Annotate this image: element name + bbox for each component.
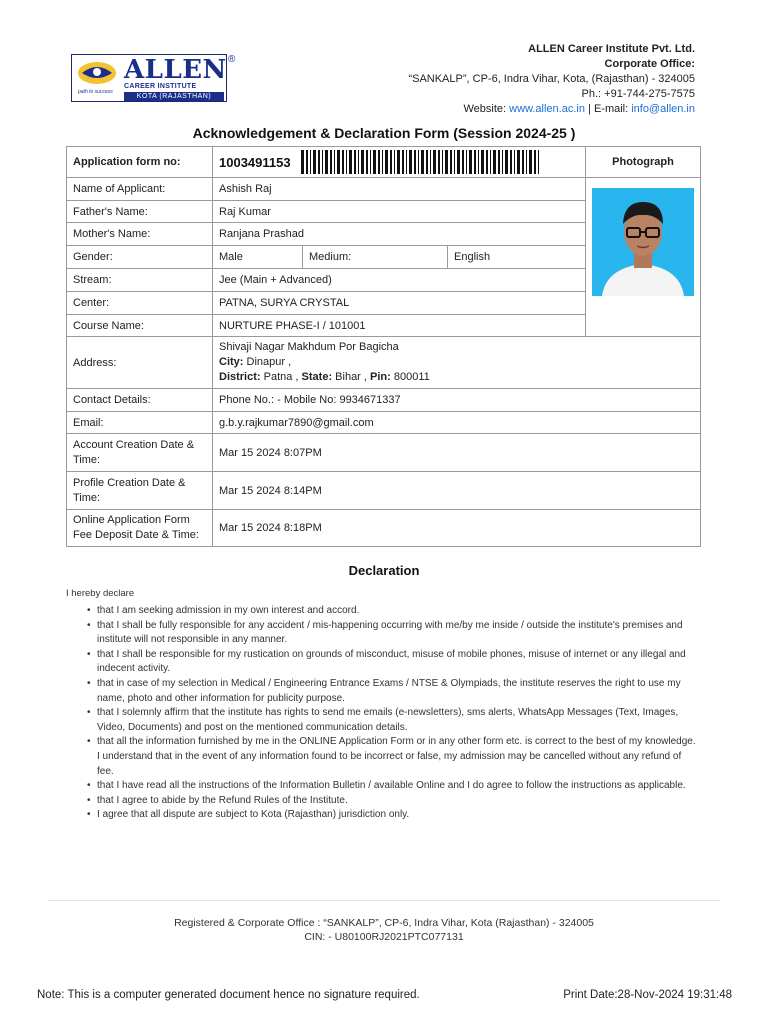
- profile-creation-value: Mar 15 2024 8:14PM: [213, 472, 701, 510]
- footer-office: Registered & Corporate Office : “SANKALP”, CP-6, Indra Vihar, Kota (Rajasthan) - 324005: [174, 917, 594, 929]
- photograph-label: Photograph: [586, 147, 701, 178]
- print-date: Print Date:28-Nov-2024 19:31:48: [563, 989, 732, 1001]
- declaration-item: • that I have read all the instructions of the Information Bulletin / available Online and I do agree to follow the instructions as applicable.: [97, 779, 697, 794]
- state-label: State:: [301, 371, 333, 383]
- address-line: Shivaji Nagar Makhdum Por Bagicha: [219, 341, 399, 353]
- email-link[interactable]: info@allen.in: [631, 103, 695, 115]
- application-no-cell: [213, 147, 586, 178]
- signature-note: Note: This is a computer generated document hence no signature required.: [37, 989, 420, 1001]
- allen-emblem-icon: [76, 59, 118, 87]
- profile-creation-label: [67, 472, 213, 510]
- stream-value: Jee (Main + Advanced): [213, 269, 586, 292]
- corporate-phone: Ph.: +91-744-275-7575: [581, 88, 695, 100]
- account-creation-label-line1: Account Creation Date &: [73, 438, 195, 451]
- district-value: Patna ,: [260, 371, 302, 383]
- district-label: District:: [219, 371, 261, 383]
- declaration-list: [97, 604, 697, 823]
- applicant-photo-image: [592, 188, 694, 296]
- logo-subtitle: CAREER INSTITUTE: [124, 83, 197, 90]
- declaration-item: • that I shall be responsible for my rustication on grounds of misconduct, misuse of mobile phones, misuse of internet or any illegal and indecent activity.: [97, 648, 697, 677]
- website-link[interactable]: www.allen.ac.in: [509, 103, 585, 115]
- website-label: Website:: [463, 103, 510, 115]
- company-name: ALLEN Career Institute Pvt. Ltd.: [528, 43, 695, 55]
- declaration-item: • that I shall be fully responsible for any accident / mis-happening occurring with me/by me inside / outside the institute's premises and institute will not responsible in any manner.: [97, 619, 697, 648]
- father-value: Raj Kumar: [213, 201, 586, 223]
- application-table: [66, 146, 701, 547]
- corporate-web-line: [408, 102, 695, 117]
- state-value: Bihar ,: [332, 371, 371, 383]
- address-value: [213, 337, 701, 389]
- corporate-office-label: Corporate Office:: [604, 58, 695, 70]
- footer: [0, 916, 768, 944]
- declaration-item: • that in case of my selection in Medical / Engineering Entrance Exams / NTSE & Olympiads, the institute reserves the right to use my name, photo and other information for publicity purpose.: [97, 677, 697, 706]
- declaration-intro: I hereby declare: [66, 588, 135, 599]
- corporate-address: “SANKALP”, CP-6, Indra Vihar, Kota, (Rajasthan) - 324005: [408, 73, 695, 85]
- city-label: City:: [219, 356, 244, 368]
- fee-deposit-value: Mar 15 2024 8:18PM: [213, 510, 701, 547]
- account-creation-label: [67, 434, 213, 472]
- form-title: Acknowledgement & Declaration Form (Session 2024-25 ): [192, 125, 576, 141]
- logo-tagline: path to success: [78, 89, 113, 95]
- name-label: Name of Applicant:: [67, 178, 213, 201]
- declaration-item: • that I agree to abide by the Refund Rules of the Institute.: [97, 794, 697, 809]
- fee-deposit-label-line1: Online Application Form: [73, 514, 190, 526]
- contact-value: Phone No.: - Mobile No: 9934671337: [213, 389, 701, 412]
- center-label: Center:: [67, 292, 213, 315]
- account-creation-value: Mar 15 2024 8:07PM: [213, 434, 701, 472]
- declaration-item: • that all the information furnished by me in the ONLINE Application Form or in any other form etc. is correct to the best of my knowledge. I understand that in the event of any information found to be incorrect or false, my admission may be cancelled without any refund of fee.: [97, 735, 697, 779]
- profile-creation-label-line2: Time:: [73, 491, 101, 504]
- gender-value: Male: [213, 246, 303, 269]
- father-label: Father's Name:: [67, 201, 213, 223]
- logo-location: KOTA (RAJASTHAN): [124, 92, 224, 101]
- email-label: Email:: [67, 412, 213, 434]
- address-label: Address:: [67, 337, 213, 389]
- course-label: Course Name:: [67, 315, 213, 337]
- medium-label: Medium:: [303, 246, 448, 269]
- name-value: Ashish Raj: [213, 178, 586, 201]
- barcode-image: [301, 150, 541, 174]
- application-no: 1003491153: [219, 154, 291, 170]
- email-value: g.b.y.rajkumar7890@gmail.com: [213, 412, 701, 434]
- application-no-label: Application form no:: [67, 147, 213, 178]
- pin-value: 800011: [390, 371, 430, 383]
- declaration-title: Declaration: [348, 563, 420, 578]
- declaration-item: • that I solemnly affirm that the institute has rights to send me emails (e-newsletters), sms alerts, WhatsApp Messages (Text, Images, Video, Documents) and post on the mentioned communication details.: [97, 706, 697, 735]
- account-creation-label-line2: Time:: [73, 453, 101, 466]
- registered-mark: ®: [228, 54, 236, 65]
- address-district-line: [219, 370, 694, 385]
- mother-value: Ranjana Prashad: [213, 223, 586, 246]
- center-value: PATNA, SURYA CRYSTAL: [213, 292, 586, 315]
- declaration-item: • that I am seeking admission in my own interest and accord.: [97, 604, 697, 619]
- gender-label: Gender:: [67, 246, 213, 269]
- city-value: Dinapur ,: [243, 356, 292, 368]
- allen-logo: [71, 54, 227, 102]
- corporate-info: [408, 42, 695, 117]
- logo-brand: ALLEN: [124, 55, 227, 85]
- stream-label: Stream:: [67, 269, 213, 292]
- declaration-item: • I agree that all dispute are subject to Kota (Rajasthan) jurisdiction only.: [97, 808, 697, 823]
- mother-label: Mother's Name:: [67, 223, 213, 246]
- address-city-line: [219, 355, 694, 370]
- photo-cell: [586, 178, 701, 337]
- email-label: | E-mail:: [584, 103, 632, 115]
- fee-deposit-label-line2: Fee Deposit Date & Time:: [73, 529, 199, 541]
- footer-cin: CIN: - U80100RJ2021PTC077131: [304, 931, 464, 943]
- fee-deposit-label: [67, 510, 213, 547]
- course-value: NURTURE PHASE-I / 101001: [213, 315, 586, 337]
- medium-value: English: [448, 246, 586, 269]
- applicant-photo: [592, 188, 694, 296]
- contact-label: Contact Details:: [67, 389, 213, 412]
- pin-label: Pin:: [370, 371, 391, 383]
- footer-divider: [48, 900, 720, 901]
- profile-creation-label-line1: Profile Creation Date &: [73, 476, 186, 489]
